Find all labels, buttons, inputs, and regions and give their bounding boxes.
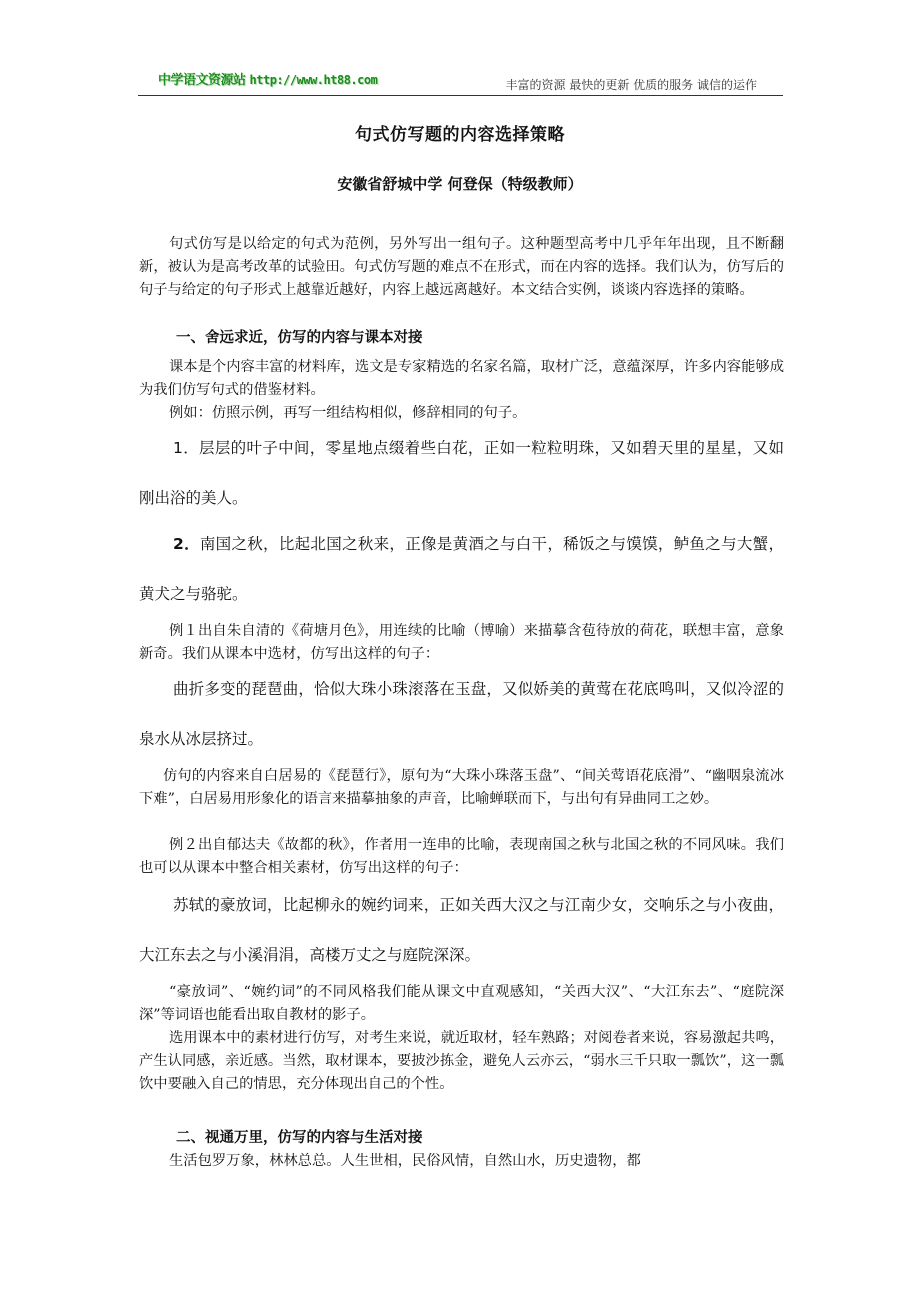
section2-paragraph: 生活包罗万象，林林总总。人生世相，民俗风情，自然山水，历史遗物，都: [169, 1153, 641, 1169]
example2-explanation: 例２出自郁达夫《故都的秋》，作者用一连串的比喻，表现南国之秋与北国之秋的不同风味。我们也可以从课本中整合相关素材，仿写出这样的句子：: [139, 837, 784, 876]
sample1-text: ．层层的叶子中间，零星地点缀着些白花，正如一粒粒明珠，又如碧天里的星星，又如刚出浴的美人。: [139, 439, 784, 507]
example-prompt: 例如：仿照示例，再写一组结构相似，修辞相同的句子。: [169, 405, 527, 421]
sample1-number: 1: [173, 439, 183, 457]
answer1-analysis: 仿句的内容来自白居易的《琵琶行》，原句为“大珠小珠落玉盘”、“间关莺语花底滑”、“幽咽泉流冰下难”，白居易用形象化的语言来描摹抽象的声音，比喻蝉联而下，与出句有异曲同工之妙。: [139, 768, 784, 807]
example1-explanation: 例１出自朱自清的《荷塘月色》，用连续的比喻（博喻）来描摹含苞待放的荷花，联想丰富，意象新奇。我们从课本中选材，仿写出这样的句子：: [139, 623, 784, 662]
answer-sentence-1: 曲折多变的琵琶曲，恰似大珠小珠滚落在玉盘，又似娇美的黄莺在花底鸣叫，又似冷涩的泉水从冰层挤过。: [139, 680, 784, 748]
document-author: 安徽省舒城中学 何登保（特级教师）: [337, 175, 583, 193]
sample2-text: 南国之秋，比起北国之秋来，正像是黄酒之与白干，稀饭之与馍馍，鲈鱼之与大蟹，黄犬之与骆驼。: [139, 535, 784, 603]
section2-heading: 二、视通万里，仿写的内容与生活对接: [176, 1130, 423, 1146]
section1-summary: 选用课本中的素材进行仿写，对考生来说，就近取材，轻车熟路；对阅卷者来说，容易激起共鸣，产生认同感，亲近感。当然，取材课本，要披沙拣金，避免人云亦云，“弱水三千只取一瓢饮”，这一瓢饮中要融入自己的情思，充分体现出自己的个性。: [139, 1030, 784, 1092]
answer-sentence-2: 苏轼的豪放词，比起柳永的婉约词来，正如关西大汉之与江南少女，交响乐之与小夜曲，大江东去之与小溪涓涓，高楼万丈之与庭院深深。: [139, 896, 784, 964]
site-logo[interactable]: [158, 69, 377, 88]
section1-paragraph: 课本是个内容丰富的材料库，选文是专家精选的名家名篇，取材广泛，意蕴深厚，许多内容能够成为我们仿写句式的借鉴材料。: [139, 359, 784, 398]
intro-paragraph: 句式仿写是以给定的句式为范例，另外写出一组句子。这种题型高考中几乎年年出现，且不断翻新，被认为是高考改革的试验田。句式仿写题的难点不在形式，而在内容的选择。我们认为，仿写后的句子与给定的句子形式上越靠近越好，内容上越远离越好。本文结合实例，谈谈内容选择的策略。: [139, 236, 784, 298]
logo-text: 中学语文资源站: [158, 73, 246, 88]
section1-heading: 一、舍远求近，仿写的内容与课本对接: [176, 330, 423, 346]
answer2-analysis: “豪放词”、“婉约词”的不同风格我们能从课文中直观感知，“关西大汉”、“大江东去”、“庭院深深”等词语也能看出取自教材的影子。: [139, 984, 784, 1023]
logo-url: http://www.ht88.com: [249, 73, 378, 87]
sample-sentence-1: [139, 423, 784, 523]
document-title: 句式仿写题的内容选择策略: [355, 125, 565, 145]
page-header: [138, 68, 783, 96]
sample-sentence-2: [139, 519, 784, 619]
header-slogan: 丰富的资源 最快的更新 优质的服务 诚信的运作: [505, 78, 757, 92]
sample2-number: 2．: [173, 535, 200, 553]
